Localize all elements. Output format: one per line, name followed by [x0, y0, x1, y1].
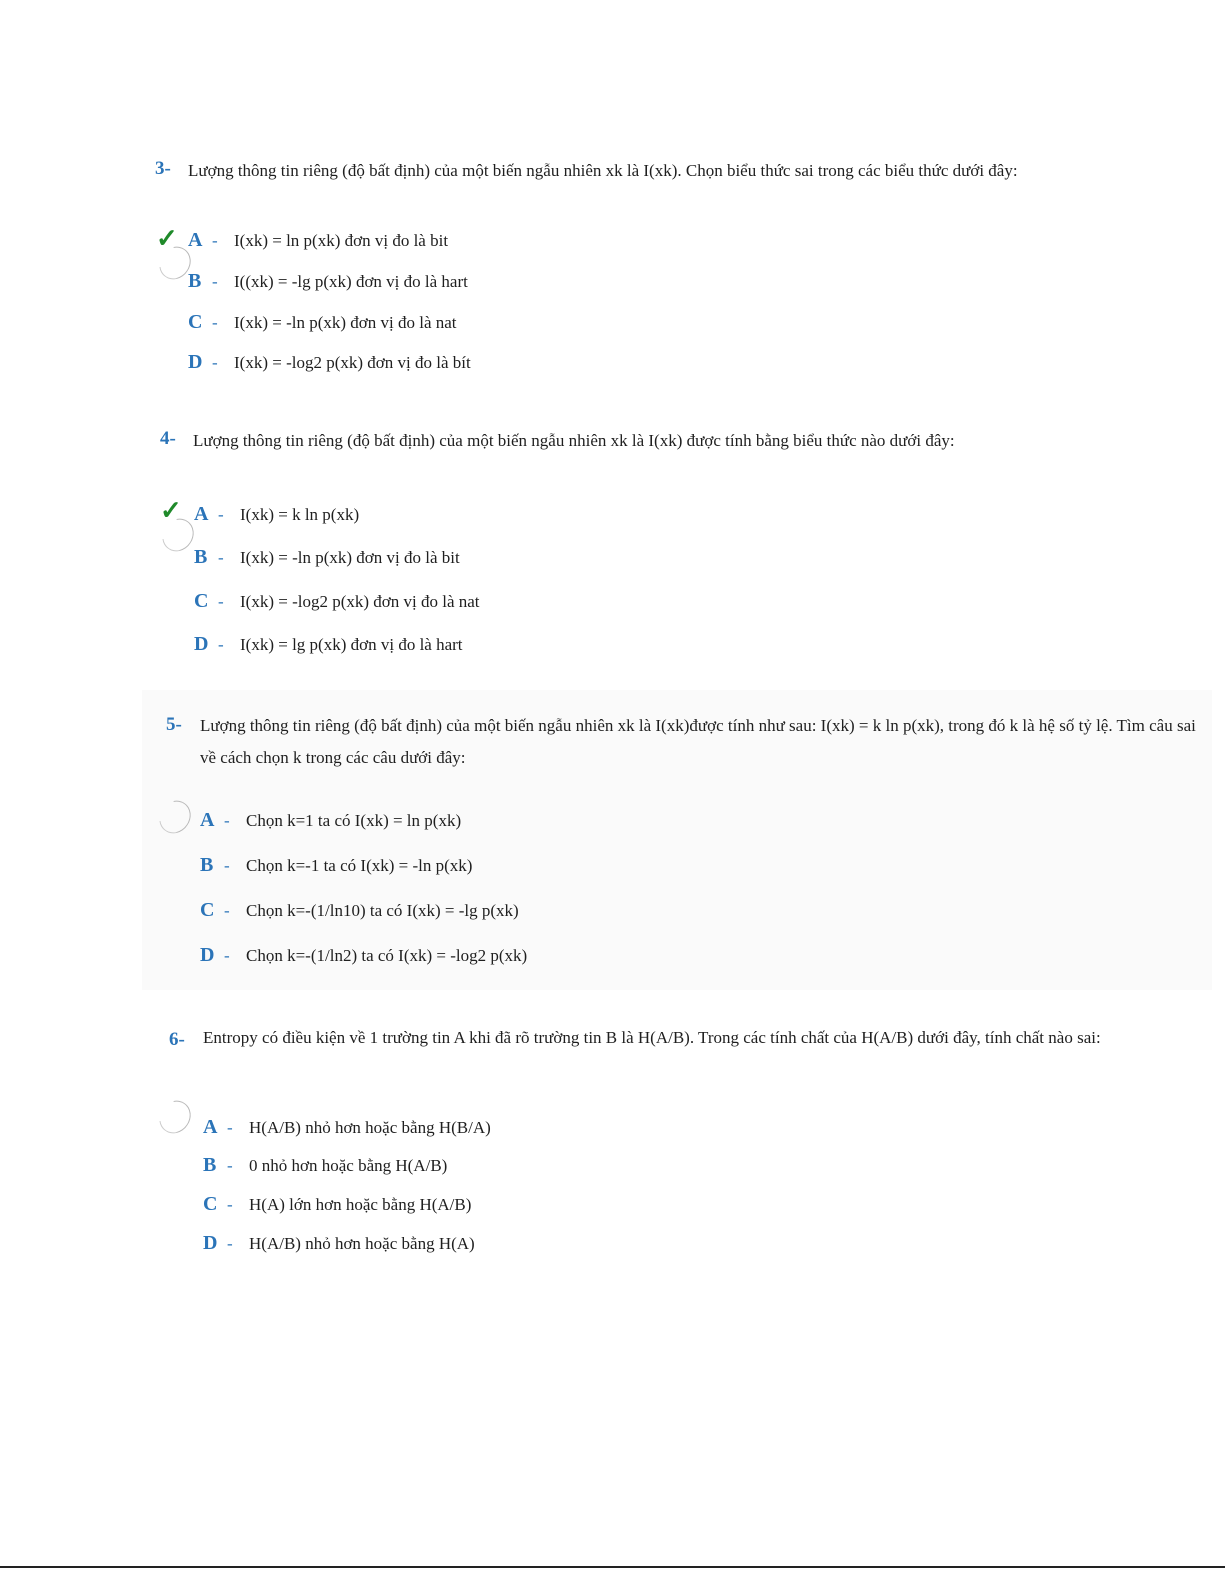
- option-a[interactable]: [200, 808, 461, 833]
- option-dash: -: [212, 313, 218, 332]
- option-text: I(xk) = k ln p(xk): [240, 505, 360, 524]
- option-d[interactable]: [194, 632, 463, 657]
- option-d[interactable]: [200, 943, 527, 968]
- option-text: H(A) lớn hơn hoặc bằng H(A/B): [249, 1195, 472, 1214]
- option-letter: B: [200, 854, 214, 876]
- option-letter: B: [203, 1154, 217, 1176]
- option-dash: -: [227, 1118, 233, 1137]
- option-text: H(A/B) nhỏ hơn hoặc bằng H(B/A): [249, 1118, 491, 1137]
- question-text: Lượng thông tin riêng (độ bất định) của một biến ngẫu nhiên xk là I(xk)được tính như sau: I(xk) = k ln p(xk), trong đó k là hệ số tỷ lệ. Tìm câu sai về cách chọn k trong các câu dưới đây:: [200, 716, 1196, 767]
- option-b[interactable]: [200, 853, 472, 878]
- option-dash: -: [227, 1195, 233, 1214]
- option-letter: D: [200, 944, 215, 966]
- option-b[interactable]: [203, 1153, 447, 1178]
- option-text: Chọn k=-1 ta có I(xk) = -ln p(xk): [246, 856, 473, 875]
- option-a[interactable]: [188, 228, 448, 253]
- option-dash: -: [218, 548, 224, 567]
- option-dash: -: [218, 505, 224, 524]
- option-dash: -: [212, 231, 218, 250]
- option-dash: -: [224, 811, 230, 830]
- option-d[interactable]: [188, 350, 471, 375]
- option-text: H(A/B) nhỏ hơn hoặc bằng H(A): [249, 1234, 475, 1253]
- option-dash: -: [224, 901, 230, 920]
- option-text: I(xk) = lg p(xk) đơn vị đo là hart: [240, 635, 463, 654]
- question-text: Lượng thông tin riêng (độ bất định) của một biến ngẫu nhiên xk là I(xk) được tính bằng biểu thức nào dưới đây:: [193, 431, 955, 450]
- option-c[interactable]: [203, 1192, 471, 1217]
- option-text: Chọn k=-(1/ln10) ta có I(xk) = -lg p(xk): [246, 901, 519, 920]
- option-letter: A: [194, 503, 209, 525]
- option-text: Chọn k=1 ta có I(xk) = ln p(xk): [246, 811, 462, 830]
- option-letter: A: [200, 809, 215, 831]
- check-icon: ✓: [160, 496, 182, 525]
- option-letter: A: [203, 1116, 218, 1138]
- question-number: 4-: [160, 428, 176, 449]
- page-bottom-rule: [0, 1566, 1225, 1568]
- option-dash: -: [224, 856, 230, 875]
- option-text: I(xk) = ln p(xk) đơn vị đo là bit: [234, 231, 449, 250]
- option-dash: -: [227, 1156, 233, 1175]
- question-number: 3-: [155, 158, 171, 179]
- question-text: Entropy có điều kiện về 1 trường tin A khi đã rõ trường tin B là H(A/B). Trong các tính chất của H(A/B) dưới đây, tính chất nào sai:: [203, 1028, 1101, 1047]
- option-dash: -: [218, 592, 224, 611]
- option-letter: B: [194, 546, 208, 568]
- option-text: 0 nhỏ hơn hoặc bằng H(A/B): [249, 1156, 448, 1175]
- question-number: 6-: [169, 1029, 185, 1050]
- option-letter: C: [203, 1193, 218, 1215]
- option-dash: -: [227, 1234, 233, 1253]
- radio-icon[interactable]: [153, 1094, 197, 1139]
- option-text: I((xk) = -lg p(xk) đơn vị đo là hart: [234, 272, 468, 291]
- option-letter: C: [194, 590, 209, 612]
- option-letter: C: [200, 899, 215, 921]
- option-text: I(xk) = -log2 p(xk) đơn vị đo là bít: [234, 353, 471, 372]
- option-letter: D: [194, 633, 209, 655]
- option-b[interactable]: [194, 545, 460, 570]
- option-text: I(xk) = -ln p(xk) đơn vị đo là nat: [234, 313, 457, 332]
- option-letter: D: [203, 1232, 218, 1254]
- option-text: I(xk) = -ln p(xk) đơn vị đo là bit: [240, 548, 460, 567]
- option-a[interactable]: [194, 502, 359, 527]
- option-dash: -: [212, 353, 218, 372]
- option-c[interactable]: [194, 589, 480, 614]
- option-letter: A: [188, 229, 203, 251]
- option-text: I(xk) = -log2 p(xk) đơn vị đo là nat: [240, 592, 480, 611]
- option-a[interactable]: [203, 1115, 491, 1140]
- option-dash: -: [218, 635, 224, 654]
- option-dash: -: [212, 272, 218, 291]
- question-number: 5-: [166, 714, 182, 735]
- question-text: Lượng thông tin riêng (độ bất định) của một biến ngẫu nhiên xk là I(xk). Chọn biểu thức sai trong các biểu thức dưới đây:: [188, 161, 1018, 180]
- option-letter: C: [188, 311, 203, 333]
- option-text: Chọn k=-(1/ln2) ta có I(xk) = -log2 p(xk): [246, 946, 528, 965]
- option-dash: -: [224, 946, 230, 965]
- option-letter: D: [188, 351, 203, 373]
- option-b[interactable]: [188, 269, 468, 294]
- check-icon: ✓: [156, 224, 178, 253]
- option-d[interactable]: [203, 1231, 475, 1256]
- option-letter: B: [188, 270, 202, 292]
- option-c[interactable]: [188, 310, 457, 335]
- option-c[interactable]: [200, 898, 519, 923]
